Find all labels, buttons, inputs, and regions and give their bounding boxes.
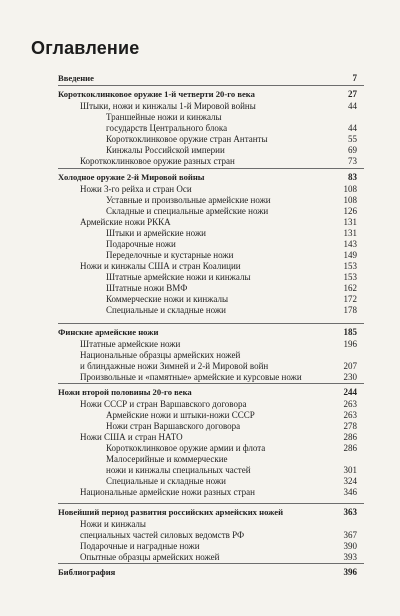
- page-number: 346: [343, 487, 357, 497]
- entry-title: государств Центрального блока: [106, 123, 228, 133]
- entry-title: Переделочные и кустарные ножи: [106, 250, 234, 260]
- page-number: 153: [343, 261, 357, 271]
- page-number: 153: [343, 272, 357, 282]
- page-number: 390: [343, 541, 357, 551]
- entry-title: Национальные армейские ножи разных стран: [80, 487, 255, 497]
- entry-title: Ножи 3-го рейха и стран Оси: [80, 184, 192, 194]
- entry-title: Кинжалы Российской империи: [106, 145, 225, 155]
- page-number: 286: [343, 432, 357, 442]
- entry-title: Подарочные ножи: [106, 239, 176, 249]
- entry-title: специальных частей силовых ведомств РФ: [80, 530, 245, 540]
- page-number: 44: [348, 101, 357, 111]
- page-number: 244: [343, 387, 357, 397]
- entry-title: Малосерийные и коммерческие: [106, 454, 228, 464]
- page-title: Оглавление: [31, 38, 140, 58]
- page-number: 27: [348, 89, 357, 99]
- page-number: 178: [343, 305, 357, 315]
- section-divider: [58, 383, 364, 384]
- entry-title: Подарочные и наградные ножи: [80, 541, 200, 551]
- entry-title: Армейские ножи и штыки-ножи СССР: [106, 410, 255, 420]
- entry-title: Штыки и армейские ножи: [106, 228, 206, 238]
- entry-title: Ножи и кинжалы: [80, 519, 146, 529]
- page-number: 44: [348, 123, 357, 133]
- page-number: 131: [343, 217, 357, 227]
- page-number: 172: [343, 294, 357, 304]
- page-number: 196: [343, 339, 357, 349]
- page-number: 149: [343, 250, 357, 260]
- section-title: Новейший период развития российских армейских ножей: [58, 507, 284, 517]
- entry-title: Ножи СССР и стран Варшавского договора: [80, 399, 247, 409]
- entry-title: Короткоклинковое оружие стран Антанты: [106, 134, 268, 144]
- page-number: 83: [348, 172, 357, 182]
- page-number: 367: [343, 530, 357, 540]
- section-divider: [58, 503, 364, 504]
- entry-title: Штатные ножи ВМФ: [106, 283, 188, 293]
- page-number: 286: [343, 443, 357, 453]
- section-title: Короткоклинковое оружие 1-й четверти 20-го века: [58, 89, 255, 99]
- section-divider: [58, 168, 364, 169]
- entry-title: Уставные и произвольные армейские ножи: [106, 195, 271, 205]
- entry-title: и блиндажные ножи Зимней и 2-й Мировой войн: [80, 361, 269, 371]
- section-divider: [58, 85, 364, 86]
- entry-title: Траншейные ножи и кинжалы: [106, 112, 222, 122]
- entry-title: Штатные армейские ножи и кинжалы: [106, 272, 251, 282]
- entry-title: Армейские ножи РККА: [80, 217, 171, 227]
- section-title: Холодное оружие 2-й Мировой войны: [58, 172, 205, 182]
- entry-title: Специальные и складные ножи: [106, 305, 226, 315]
- page-number: 108: [343, 195, 357, 205]
- section-divider: [58, 563, 364, 564]
- section-divider: [58, 323, 364, 324]
- entry-title: Ножи США и стран НАТО: [80, 432, 183, 442]
- page-number: 131: [343, 228, 357, 238]
- entry-title: Опытные образцы армейских ножей: [80, 552, 220, 562]
- entry-title: Произвольные и «памятные» армейские и курсовые ножи: [80, 372, 302, 382]
- page-number: 207: [343, 361, 357, 371]
- entry-title: Короткоклинковое оружие разных стран: [80, 156, 235, 166]
- page-number: 301: [343, 465, 357, 475]
- page-number: 69: [348, 145, 357, 155]
- entry-title: Ножи и кинжалы США и стран Коалиции: [80, 261, 241, 271]
- page-number: 278: [343, 421, 357, 431]
- page-number: 230: [343, 372, 357, 382]
- section-title: Библиография: [58, 567, 116, 577]
- page-number: 126: [343, 206, 357, 216]
- entry-title: Короткоклинковое оружие армии и флота: [106, 443, 266, 453]
- entry-title: Штыки, ножи и кинжалы 1-й Мировой войны: [80, 101, 256, 111]
- entry-title: Штатные армейские ножи: [80, 339, 181, 349]
- page-number: 396: [343, 567, 357, 577]
- entry-title: Ножи стран Варшавского договора: [106, 421, 241, 431]
- page-number: 363: [343, 507, 357, 517]
- page-number: 263: [343, 410, 357, 420]
- page-number: 73: [348, 156, 357, 166]
- page-number: 7: [352, 73, 357, 83]
- section-title: Финские армейские ножи: [58, 327, 159, 337]
- page-number: 263: [343, 399, 357, 409]
- page-number: 393: [343, 552, 357, 562]
- section-title: Ножи второй половины 20-го века: [58, 387, 192, 397]
- page-number: 55: [348, 134, 357, 144]
- section-title: Введение: [58, 73, 94, 83]
- entry-title: Складные и специальные армейские ножи: [106, 206, 269, 216]
- page-number: 162: [343, 283, 357, 293]
- entry-title: Национальные образцы армейских ножей: [80, 350, 241, 360]
- entry-title: ножи и кинжалы специальных частей: [106, 465, 251, 475]
- page-number: 324: [343, 476, 357, 486]
- entry-title: Коммерческие ножи и кинжалы: [106, 294, 228, 304]
- entry-title: Специальные и складные ножи: [106, 476, 226, 486]
- page-number: 185: [343, 327, 357, 337]
- page-number: 143: [343, 239, 357, 249]
- page-number: 108: [343, 184, 357, 194]
